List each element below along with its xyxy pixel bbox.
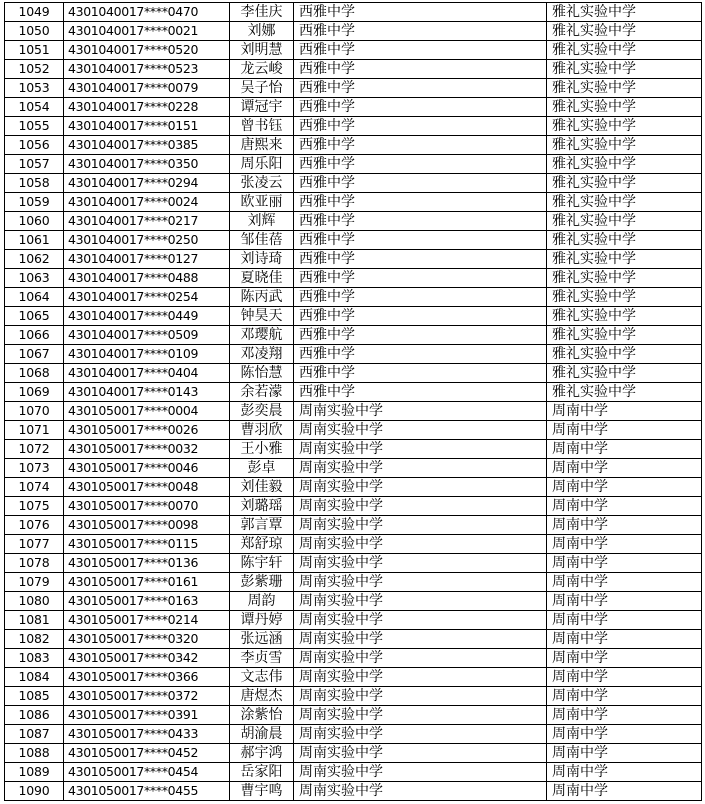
target-school-cell: 周南中学 xyxy=(547,630,702,649)
origin-school-cell: 西雅中学 xyxy=(294,288,547,307)
table-row xyxy=(5,687,702,706)
table-row xyxy=(5,345,702,364)
table-row xyxy=(5,554,702,573)
id-number-cell: 4301050017****0366 xyxy=(64,668,230,687)
id-number-cell: 4301050017****0320 xyxy=(64,630,230,649)
student-name-cell: 谭丹婷 xyxy=(230,611,294,630)
id-number-cell: 4301040017****0488 xyxy=(64,269,230,288)
table-row xyxy=(5,725,702,744)
target-school-cell: 雅礼实验中学 xyxy=(547,22,702,41)
id-number-cell: 4301050017****0098 xyxy=(64,516,230,535)
serial-number-cell: 1065 xyxy=(5,307,64,326)
table-row xyxy=(5,155,702,174)
serial-number-cell: 1052 xyxy=(5,60,64,79)
id-number-cell: 4301040017****0449 xyxy=(64,307,230,326)
id-number-cell: 4301040017****0254 xyxy=(64,288,230,307)
table-row xyxy=(5,193,702,212)
id-number-cell: 4301050017****0070 xyxy=(64,497,230,516)
id-number-cell: 4301040017****0404 xyxy=(64,364,230,383)
origin-school-cell: 周南实验中学 xyxy=(294,459,547,478)
target-school-cell: 周南中学 xyxy=(547,573,702,592)
student-name-cell: 刘璐瑶 xyxy=(230,497,294,516)
student-name-cell: 唐煜杰 xyxy=(230,687,294,706)
student-name-cell: 邓凌翔 xyxy=(230,345,294,364)
id-number-cell: 4301050017****0136 xyxy=(64,554,230,573)
id-number-cell: 4301050017****0433 xyxy=(64,725,230,744)
serial-number-cell: 1053 xyxy=(5,79,64,98)
origin-school-cell: 周南实验中学 xyxy=(294,497,547,516)
target-school-cell: 周南中学 xyxy=(547,402,702,421)
serial-number-cell: 1075 xyxy=(5,497,64,516)
serial-number-cell: 1050 xyxy=(5,22,64,41)
origin-school-cell: 周南实验中学 xyxy=(294,592,547,611)
serial-number-cell: 1073 xyxy=(5,459,64,478)
student-name-cell: 李佳庆 xyxy=(230,3,294,22)
serial-number-cell: 1069 xyxy=(5,383,64,402)
student-name-cell: 李贞雪 xyxy=(230,649,294,668)
student-name-cell: 王小雅 xyxy=(230,440,294,459)
serial-number-cell: 1049 xyxy=(5,3,64,22)
target-school-cell: 雅礼实验中学 xyxy=(547,174,702,193)
target-school-cell: 周南中学 xyxy=(547,497,702,516)
student-name-cell: 郑舒琼 xyxy=(230,535,294,554)
table-row xyxy=(5,60,702,79)
student-name-cell: 周韵 xyxy=(230,592,294,611)
target-school-cell: 雅礼实验中学 xyxy=(547,117,702,136)
student-name-cell: 刘辉 xyxy=(230,212,294,231)
id-number-cell: 4301050017****0454 xyxy=(64,763,230,782)
target-school-cell: 周南中学 xyxy=(547,763,702,782)
id-number-cell: 4301040017****0294 xyxy=(64,174,230,193)
origin-school-cell: 周南实验中学 xyxy=(294,706,547,725)
serial-number-cell: 1085 xyxy=(5,687,64,706)
origin-school-cell: 周南实验中学 xyxy=(294,440,547,459)
target-school-cell: 周南中学 xyxy=(547,687,702,706)
serial-number-cell: 1087 xyxy=(5,725,64,744)
table-row xyxy=(5,307,702,326)
origin-school-cell: 西雅中学 xyxy=(294,269,547,288)
serial-number-cell: 1071 xyxy=(5,421,64,440)
serial-number-cell: 1059 xyxy=(5,193,64,212)
target-school-cell: 雅礼实验中学 xyxy=(547,326,702,345)
table-row xyxy=(5,421,702,440)
target-school-cell: 周南中学 xyxy=(547,554,702,573)
table-row xyxy=(5,592,702,611)
origin-school-cell: 西雅中学 xyxy=(294,117,547,136)
serial-number-cell: 1061 xyxy=(5,231,64,250)
student-name-cell: 欧亚丽 xyxy=(230,193,294,212)
origin-school-cell: 西雅中学 xyxy=(294,98,547,117)
id-number-cell: 4301050017****0214 xyxy=(64,611,230,630)
id-number-cell: 4301050017****0342 xyxy=(64,649,230,668)
origin-school-cell: 西雅中学 xyxy=(294,307,547,326)
serial-number-cell: 1072 xyxy=(5,440,64,459)
origin-school-cell: 西雅中学 xyxy=(294,155,547,174)
serial-number-cell: 1051 xyxy=(5,41,64,60)
target-school-cell: 雅礼实验中学 xyxy=(547,60,702,79)
table-row xyxy=(5,744,702,763)
student-name-cell: 刘明慧 xyxy=(230,41,294,60)
target-school-cell: 雅礼实验中学 xyxy=(547,231,702,250)
origin-school-cell: 西雅中学 xyxy=(294,60,547,79)
target-school-cell: 雅礼实验中学 xyxy=(547,79,702,98)
serial-number-cell: 1090 xyxy=(5,782,64,801)
origin-school-cell: 周南实验中学 xyxy=(294,744,547,763)
origin-school-cell: 周南实验中学 xyxy=(294,402,547,421)
target-school-cell: 雅礼实验中学 xyxy=(547,269,702,288)
target-school-cell: 雅礼实验中学 xyxy=(547,345,702,364)
student-name-cell: 曹宇鸣 xyxy=(230,782,294,801)
id-number-cell: 4301040017****0520 xyxy=(64,41,230,60)
serial-number-cell: 1083 xyxy=(5,649,64,668)
serial-number-cell: 1086 xyxy=(5,706,64,725)
target-school-cell: 雅礼实验中学 xyxy=(547,3,702,22)
origin-school-cell: 周南实验中学 xyxy=(294,535,547,554)
table-row xyxy=(5,782,702,801)
id-number-cell: 4301050017****0391 xyxy=(64,706,230,725)
serial-number-cell: 1074 xyxy=(5,478,64,497)
id-number-cell: 4301040017****0217 xyxy=(64,212,230,231)
table-row xyxy=(5,79,702,98)
id-number-cell: 4301040017****0109 xyxy=(64,345,230,364)
serial-number-cell: 1066 xyxy=(5,326,64,345)
table-row xyxy=(5,573,702,592)
target-school-cell: 雅礼实验中学 xyxy=(547,41,702,60)
table-row xyxy=(5,364,702,383)
target-school-cell: 周南中学 xyxy=(547,421,702,440)
origin-school-cell: 周南实验中学 xyxy=(294,782,547,801)
serial-number-cell: 1088 xyxy=(5,744,64,763)
student-name-cell: 张凌云 xyxy=(230,174,294,193)
origin-school-cell: 西雅中学 xyxy=(294,79,547,98)
student-name-cell: 曹羽欣 xyxy=(230,421,294,440)
serial-number-cell: 1068 xyxy=(5,364,64,383)
origin-school-cell: 周南实验中学 xyxy=(294,554,547,573)
target-school-cell: 雅礼实验中学 xyxy=(547,250,702,269)
student-name-cell: 余若濛 xyxy=(230,383,294,402)
id-number-cell: 4301040017****0250 xyxy=(64,231,230,250)
table-row xyxy=(5,117,702,136)
table-row xyxy=(5,497,702,516)
origin-school-cell: 周南实验中学 xyxy=(294,725,547,744)
serial-number-cell: 1056 xyxy=(5,136,64,155)
id-number-cell: 4301040017****0350 xyxy=(64,155,230,174)
target-school-cell: 周南中学 xyxy=(547,744,702,763)
target-school-cell: 雅礼实验中学 xyxy=(547,364,702,383)
id-number-cell: 4301040017****0523 xyxy=(64,60,230,79)
origin-school-cell: 西雅中学 xyxy=(294,193,547,212)
origin-school-cell: 周南实验中学 xyxy=(294,649,547,668)
serial-number-cell: 1058 xyxy=(5,174,64,193)
student-name-cell: 张远涵 xyxy=(230,630,294,649)
id-number-cell: 4301050017****0032 xyxy=(64,440,230,459)
student-name-cell: 胡渝晨 xyxy=(230,725,294,744)
target-school-cell: 周南中学 xyxy=(547,725,702,744)
student-name-cell: 唐熙来 xyxy=(230,136,294,155)
table-row xyxy=(5,459,702,478)
id-number-cell: 4301050017****0452 xyxy=(64,744,230,763)
target-school-cell: 雅礼实验中学 xyxy=(547,98,702,117)
table-row xyxy=(5,98,702,117)
id-number-cell: 4301050017****0372 xyxy=(64,687,230,706)
serial-number-cell: 1062 xyxy=(5,250,64,269)
serial-number-cell: 1070 xyxy=(5,402,64,421)
table-row xyxy=(5,763,702,782)
origin-school-cell: 周南实验中学 xyxy=(294,573,547,592)
serial-number-cell: 1081 xyxy=(5,611,64,630)
serial-number-cell: 1063 xyxy=(5,269,64,288)
table-row xyxy=(5,288,702,307)
student-name-cell: 邹佳蓓 xyxy=(230,231,294,250)
id-number-cell: 4301040017****0470 xyxy=(64,3,230,22)
origin-school-cell: 西雅中学 xyxy=(294,41,547,60)
student-name-cell: 刘佳毅 xyxy=(230,478,294,497)
student-name-cell: 钟昊天 xyxy=(230,307,294,326)
table-row xyxy=(5,649,702,668)
table-row xyxy=(5,269,702,288)
target-school-cell: 周南中学 xyxy=(547,668,702,687)
serial-number-cell: 1079 xyxy=(5,573,64,592)
origin-school-cell: 周南实验中学 xyxy=(294,763,547,782)
student-name-cell: 邓璎航 xyxy=(230,326,294,345)
id-number-cell: 4301050017****0004 xyxy=(64,402,230,421)
student-name-cell: 周乐阳 xyxy=(230,155,294,174)
student-name-cell: 陈丙武 xyxy=(230,288,294,307)
serial-number-cell: 1067 xyxy=(5,345,64,364)
serial-number-cell: 1054 xyxy=(5,98,64,117)
student-name-cell: 吴子怡 xyxy=(230,79,294,98)
origin-school-cell: 西雅中学 xyxy=(294,250,547,269)
origin-school-cell: 西雅中学 xyxy=(294,383,547,402)
target-school-cell: 雅礼实验中学 xyxy=(547,155,702,174)
id-number-cell: 4301040017****0127 xyxy=(64,250,230,269)
table-row xyxy=(5,383,702,402)
serial-number-cell: 1057 xyxy=(5,155,64,174)
serial-number-cell: 1082 xyxy=(5,630,64,649)
id-number-cell: 4301040017****0079 xyxy=(64,79,230,98)
student-name-cell: 涂紫怡 xyxy=(230,706,294,725)
id-number-cell: 4301040017****0143 xyxy=(64,383,230,402)
origin-school-cell: 周南实验中学 xyxy=(294,478,547,497)
table-row xyxy=(5,516,702,535)
serial-number-cell: 1077 xyxy=(5,535,64,554)
table-row xyxy=(5,250,702,269)
origin-school-cell: 西雅中学 xyxy=(294,231,547,250)
serial-number-cell: 1084 xyxy=(5,668,64,687)
student-name-cell: 刘诗琦 xyxy=(230,250,294,269)
table-row xyxy=(5,535,702,554)
id-number-cell: 4301040017****0021 xyxy=(64,22,230,41)
origin-school-cell: 西雅中学 xyxy=(294,3,547,22)
id-number-cell: 4301040017****0151 xyxy=(64,117,230,136)
origin-school-cell: 西雅中学 xyxy=(294,345,547,364)
id-number-cell: 4301040017****0385 xyxy=(64,136,230,155)
student-name-cell: 彭紫珊 xyxy=(230,573,294,592)
origin-school-cell: 周南实验中学 xyxy=(294,668,547,687)
target-school-cell: 周南中学 xyxy=(547,649,702,668)
student-name-cell: 岳家阳 xyxy=(230,763,294,782)
id-number-cell: 4301040017****0228 xyxy=(64,98,230,117)
target-school-cell: 雅礼实验中学 xyxy=(547,288,702,307)
table-row xyxy=(5,136,702,155)
origin-school-cell: 西雅中学 xyxy=(294,326,547,345)
table-row xyxy=(5,611,702,630)
student-name-cell: 龙云峻 xyxy=(230,60,294,79)
table-row xyxy=(5,3,702,22)
student-name-cell: 夏晓佳 xyxy=(230,269,294,288)
table-row xyxy=(5,41,702,60)
target-school-cell: 雅礼实验中学 xyxy=(547,136,702,155)
table-row xyxy=(5,22,702,41)
serial-number-cell: 1064 xyxy=(5,288,64,307)
student-name-cell: 郭言覃 xyxy=(230,516,294,535)
target-school-cell: 周南中学 xyxy=(547,611,702,630)
table-row xyxy=(5,231,702,250)
student-name-cell: 谭冠宇 xyxy=(230,98,294,117)
target-school-cell: 周南中学 xyxy=(547,459,702,478)
table-row xyxy=(5,212,702,231)
target-school-cell: 周南中学 xyxy=(547,782,702,801)
target-school-cell: 雅礼实验中学 xyxy=(547,212,702,231)
serial-number-cell: 1078 xyxy=(5,554,64,573)
table-row xyxy=(5,174,702,193)
serial-number-cell: 1060 xyxy=(5,212,64,231)
target-school-cell: 周南中学 xyxy=(547,706,702,725)
target-school-cell: 雅礼实验中学 xyxy=(547,307,702,326)
target-school-cell: 周南中学 xyxy=(547,516,702,535)
serial-number-cell: 1089 xyxy=(5,763,64,782)
id-number-cell: 4301040017****0509 xyxy=(64,326,230,345)
table-row xyxy=(5,478,702,497)
target-school-cell: 雅礼实验中学 xyxy=(547,193,702,212)
table-row xyxy=(5,630,702,649)
id-number-cell: 4301050017****0115 xyxy=(64,535,230,554)
table-row xyxy=(5,706,702,725)
id-number-cell: 4301050017****0161 xyxy=(64,573,230,592)
table-row xyxy=(5,440,702,459)
serial-number-cell: 1076 xyxy=(5,516,64,535)
id-number-cell: 4301050017****0026 xyxy=(64,421,230,440)
serial-number-cell: 1055 xyxy=(5,117,64,136)
target-school-cell: 雅礼实验中学 xyxy=(547,383,702,402)
target-school-cell: 周南中学 xyxy=(547,440,702,459)
table-row xyxy=(5,326,702,345)
target-school-cell: 周南中学 xyxy=(547,592,702,611)
student-name-cell: 彭奕晨 xyxy=(230,402,294,421)
origin-school-cell: 周南实验中学 xyxy=(294,421,547,440)
serial-number-cell: 1080 xyxy=(5,592,64,611)
origin-school-cell: 西雅中学 xyxy=(294,364,547,383)
target-school-cell: 周南中学 xyxy=(547,478,702,497)
student-name-cell: 文志伟 xyxy=(230,668,294,687)
origin-school-cell: 西雅中学 xyxy=(294,22,547,41)
student-name-cell: 郝宇鸿 xyxy=(230,744,294,763)
id-number-cell: 4301050017****0048 xyxy=(64,478,230,497)
student-name-cell: 彭卓 xyxy=(230,459,294,478)
id-number-cell: 4301040017****0024 xyxy=(64,193,230,212)
student-name-cell: 陈宇轩 xyxy=(230,554,294,573)
origin-school-cell: 周南实验中学 xyxy=(294,630,547,649)
student-name-cell: 刘娜 xyxy=(230,22,294,41)
origin-school-cell: 周南实验中学 xyxy=(294,611,547,630)
origin-school-cell: 西雅中学 xyxy=(294,212,547,231)
student-name-cell: 陈怡慧 xyxy=(230,364,294,383)
origin-school-cell: 周南实验中学 xyxy=(294,516,547,535)
origin-school-cell: 周南实验中学 xyxy=(294,687,547,706)
id-number-cell: 4301050017****0046 xyxy=(64,459,230,478)
id-number-cell: 4301050017****0163 xyxy=(64,592,230,611)
origin-school-cell: 西雅中学 xyxy=(294,136,547,155)
student-name-cell: 曾书钰 xyxy=(230,117,294,136)
enrollment-table xyxy=(4,2,702,801)
target-school-cell: 周南中学 xyxy=(547,535,702,554)
id-number-cell: 4301050017****0455 xyxy=(64,782,230,801)
table-row xyxy=(5,668,702,687)
origin-school-cell: 西雅中学 xyxy=(294,174,547,193)
table-body xyxy=(5,3,702,801)
table-row xyxy=(5,402,702,421)
